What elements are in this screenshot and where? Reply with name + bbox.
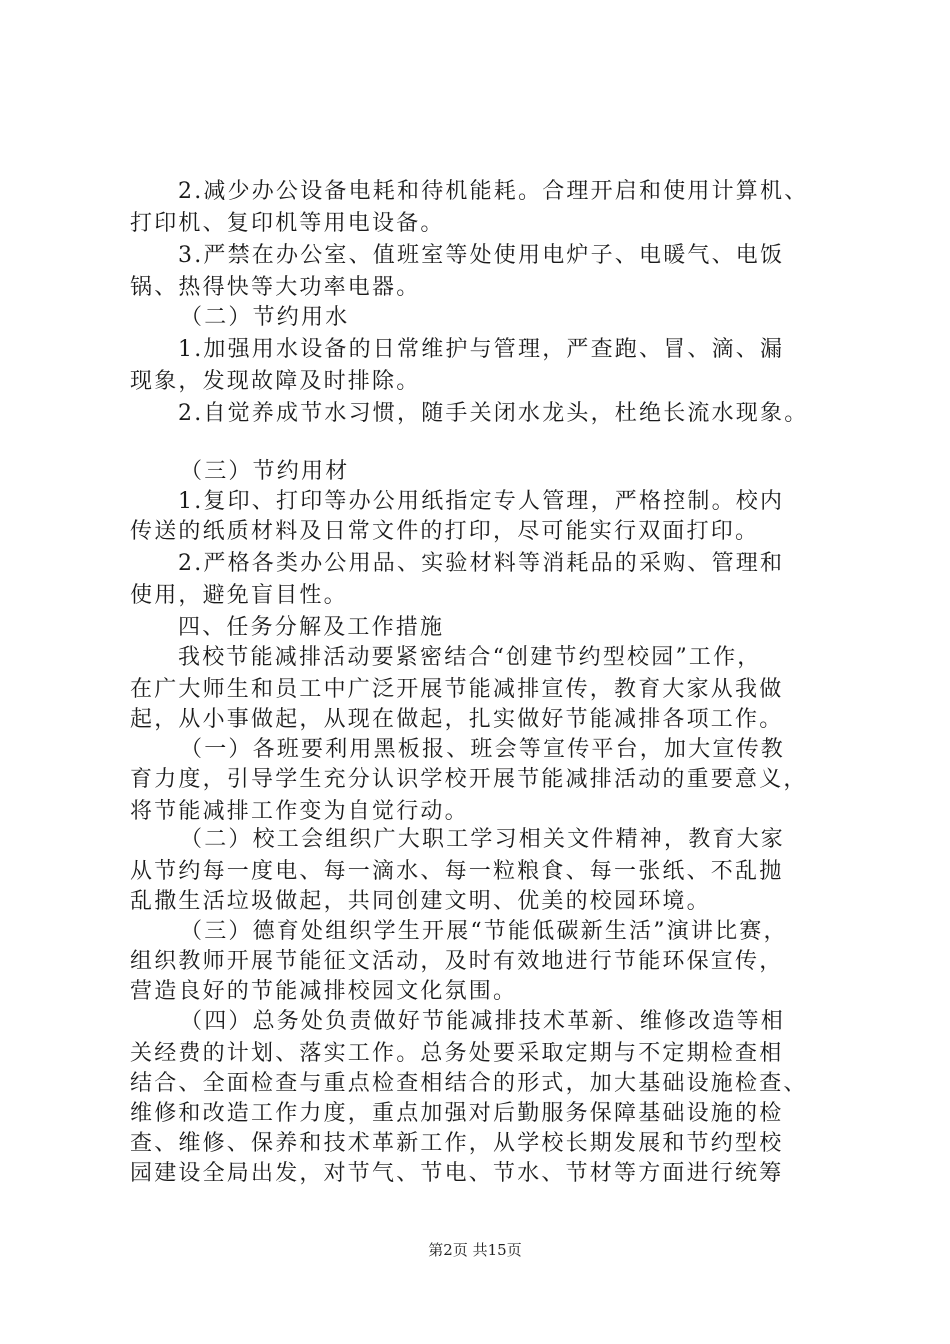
- text-line: 结合、全面检查与重点检查相结合的形式，加大基础设施检查、: [130, 1071, 808, 1096]
- text-line: 在广大师生和员工中广泛开展节能减排宣传，教育大家从我做: [130, 677, 784, 702]
- text-line: 2.自觉养成节水习惯，随手关闭水龙头，杜绝长流水现象。: [178, 401, 809, 426]
- text-line: 2.严格各类办公用品、实验材料等消耗品的采购、管理和: [178, 551, 785, 576]
- text-line: 现象，发现故障及时排除。: [130, 369, 421, 394]
- text-line: 1.复印、打印等办公用纸指定专人管理，严格控制。校内: [178, 489, 785, 514]
- text-line: 从节约每一度电、每一滴水、每一粒粮食、每一张纸、不乱抛: [130, 859, 784, 884]
- text-line: 查、维修、保养和技术革新工作，从学校长期发展和节约型校: [130, 1131, 784, 1156]
- text-line: 使用，避免盲目性。: [130, 583, 348, 608]
- text-line: 组织教师开展节能征文活动，及时有效地进行节能环保宣传，: [130, 949, 784, 974]
- text-line: 传送的纸质材料及日常文件的打印，尽可能实行双面打印。: [130, 519, 760, 544]
- section-heading: （三）节约用材: [180, 459, 350, 484]
- text-line: 关经费的计划、落实工作。总务处要采取定期与不定期检查相: [130, 1041, 784, 1066]
- text-line: 打印机、复印机等用电设备。: [130, 211, 445, 236]
- text-line: 乱撒生活垃圾做起，共同创建文明、优美的校园环境。: [130, 889, 711, 914]
- text-line: 将节能减排工作变为自觉行动。: [130, 799, 469, 824]
- text-line: 园建设全局出发，对节气、节电、节水、节材等方面进行统筹: [130, 1161, 784, 1186]
- text-line: （二）校工会组织广大职工学习相关文件精神，教育大家: [180, 827, 786, 852]
- page-number-footer: 第2页 共15页: [428, 1241, 522, 1259]
- text-line: （一）各班要利用黑板报、班会等宣传平台，加大宣传教: [180, 737, 786, 762]
- text-line: 营造良好的节能减排校园文化氛围。: [130, 979, 518, 1004]
- text-line: 2.减少办公设备电耗和待机能耗。合理开启和使用计算机、: [178, 179, 809, 204]
- text-line: 1.加强用水设备的日常维护与管理，严查跑、冒、滴、漏: [178, 337, 785, 362]
- text-line: 起，从小事做起，从现在做起，扎实做好节能减排各项工作。: [130, 707, 784, 732]
- text-line: （三）德育处组织学生开展“节能低碳新生活”演讲比赛，: [180, 919, 788, 944]
- section-heading: 四、任务分解及工作措施: [178, 615, 445, 640]
- text-line: 维修和改造工作力度，重点加强对后勤服务保障基础设施的检: [130, 1101, 784, 1126]
- text-line: 锅、热得快等大功率电器。: [130, 275, 421, 300]
- text-line: 3.严禁在办公室、值班室等处使用电炉子、电暖气、电饭: [178, 243, 785, 268]
- text-line: 我校节能减排活动要紧密结合“创建节约型校园”工作，: [178, 645, 762, 670]
- text-line: 育力度，引导学生充分认识学校开展节能减排活动的重要意义，: [130, 767, 808, 792]
- text-line: （四）总务处负责做好节能减排技术革新、维修改造等相: [180, 1009, 786, 1034]
- section-heading: （二）节约用水: [180, 305, 350, 330]
